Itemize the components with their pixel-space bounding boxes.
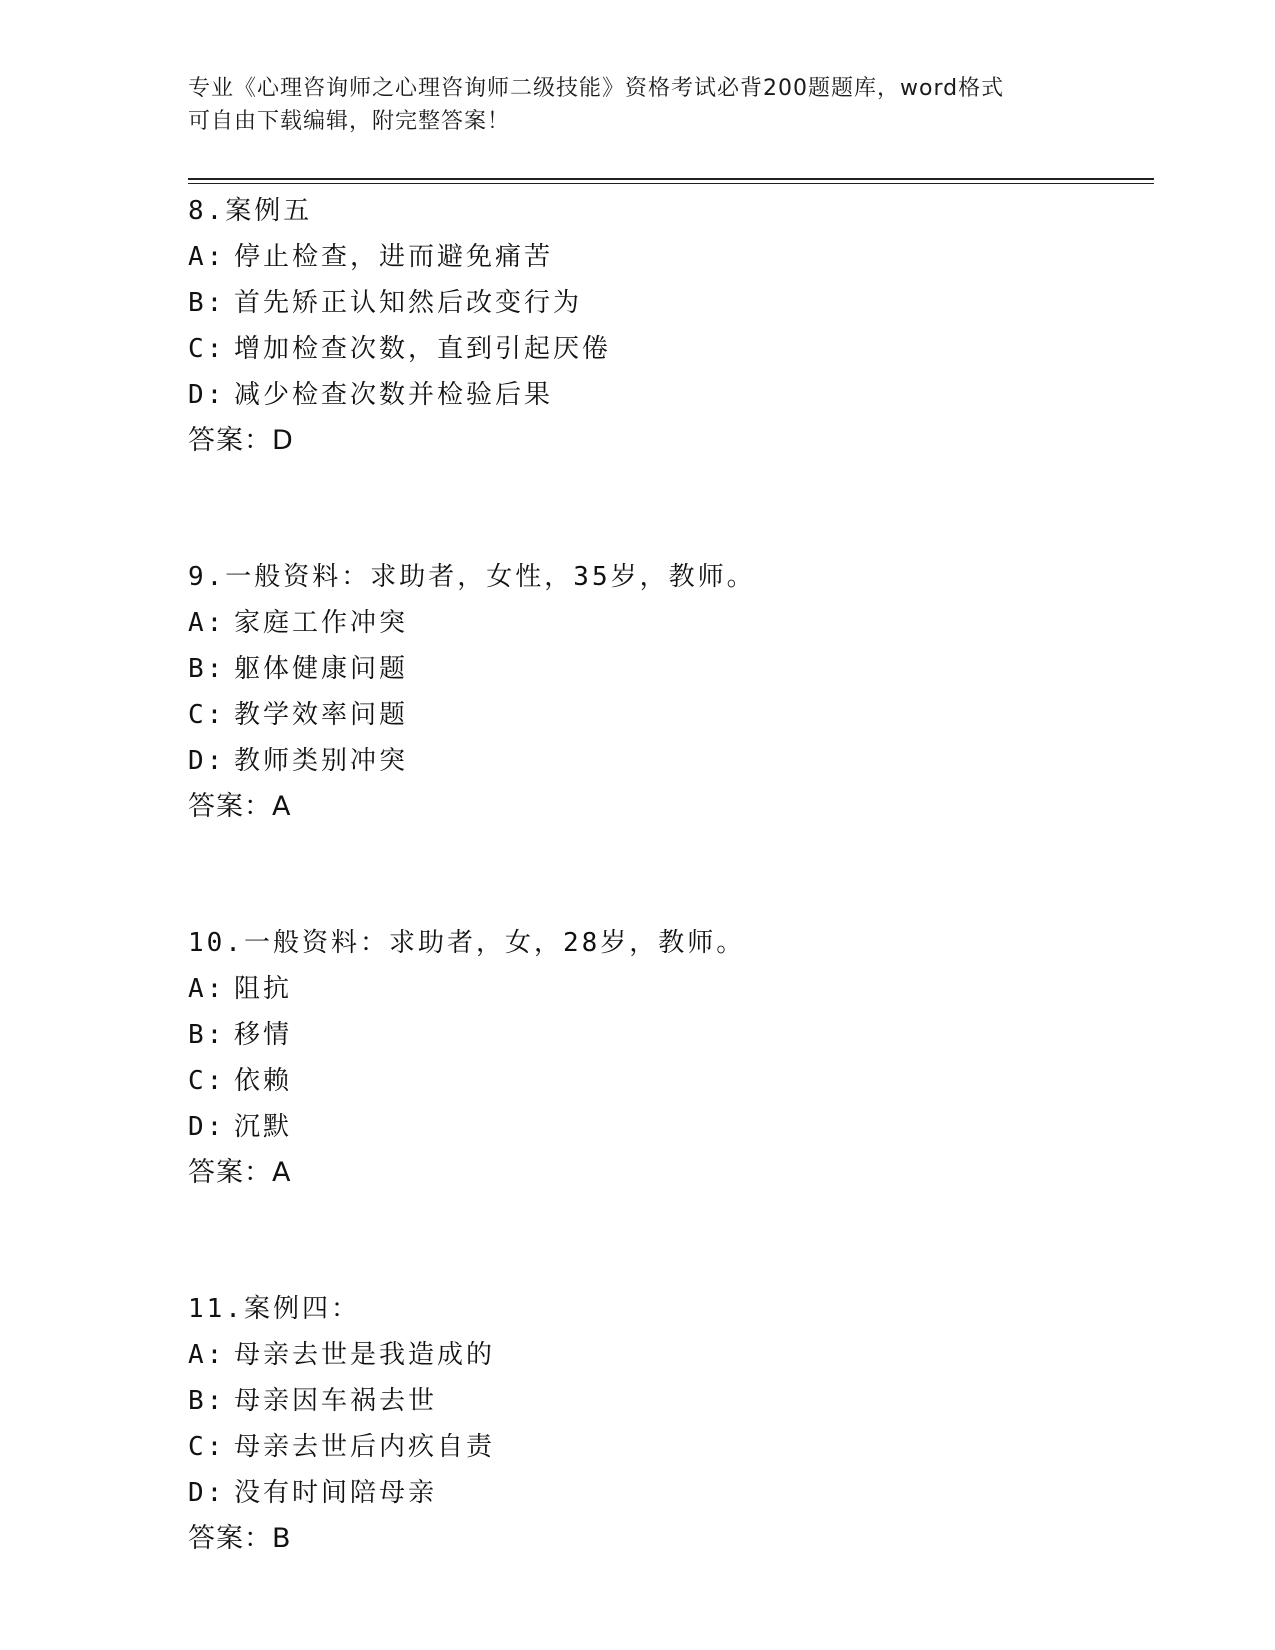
- question-stem: 9.一般资料：求助者，女性，35岁，教师。: [188, 562, 756, 592]
- option-text: 躯体健康问题: [234, 654, 409, 684]
- answer-line: 答案：A: [188, 791, 292, 822]
- header-divider-thin: [188, 183, 1154, 184]
- option-c: [188, 692, 1148, 738]
- question-item: [188, 920, 1148, 1196]
- answer-line: 答案：B: [188, 1523, 292, 1554]
- option-key: B:: [188, 1020, 226, 1050]
- option-text: 家庭工作冲突: [234, 608, 409, 638]
- option-text: 阻抗: [234, 974, 293, 1004]
- option-text: 减少检查次数并检验后果: [234, 380, 554, 410]
- question-item: [188, 188, 1148, 464]
- option-key: C:: [188, 1066, 226, 1096]
- answer-line: 答案：D: [188, 425, 294, 456]
- option-b: [188, 646, 1148, 692]
- option-text: 增加检查次数，直到引起厌倦: [234, 334, 612, 364]
- question-stem: 10.一般资料：求助者，女，28岁，教师。: [188, 928, 746, 958]
- option-d: [188, 1470, 1148, 1516]
- option-key: B:: [188, 654, 226, 684]
- option-c: [188, 326, 1148, 372]
- question-item: [188, 1286, 1148, 1562]
- option-a: [188, 600, 1148, 646]
- header-divider-thick: [188, 178, 1154, 180]
- option-a: [188, 966, 1148, 1012]
- option-text: 母亲去世是我造成的: [234, 1340, 496, 1370]
- question-stem: 11.案例四：: [188, 1294, 360, 1324]
- option-d: [188, 372, 1148, 418]
- option-b: [188, 1012, 1148, 1058]
- option-d: [188, 1104, 1148, 1150]
- option-key: D:: [188, 1478, 226, 1508]
- option-text: 首先矫正认知然后改变行为: [234, 288, 583, 318]
- option-a: [188, 234, 1148, 280]
- option-d: [188, 738, 1148, 784]
- option-key: D:: [188, 380, 226, 410]
- question-list: [188, 188, 1148, 1562]
- question-spacer: [188, 1196, 1148, 1286]
- question-stem: 8.案例五: [188, 196, 313, 226]
- document-header: [188, 72, 1088, 138]
- option-key: C:: [188, 700, 226, 730]
- option-key: B:: [188, 1386, 226, 1416]
- option-text: 教学效率问题: [234, 700, 409, 730]
- question-spacer: [188, 464, 1148, 554]
- option-key: A:: [188, 974, 226, 1004]
- option-text: 移情: [234, 1020, 293, 1050]
- question-item: [188, 554, 1148, 830]
- header-title-line-1: 专业《心理咨询师之心理咨询师二级技能》资格考试必背200题题库，word格式: [188, 76, 1005, 101]
- option-a: [188, 1332, 1148, 1378]
- option-c: [188, 1424, 1148, 1470]
- option-text: 母亲去世后内疚自责: [234, 1432, 496, 1462]
- option-key: B:: [188, 288, 226, 318]
- option-text: 没有时间陪母亲: [234, 1478, 438, 1508]
- option-text: 教师类别冲突: [234, 746, 409, 776]
- option-text: 停止检查，进而避免痛苦: [234, 242, 554, 272]
- option-b: [188, 280, 1148, 326]
- option-c: [188, 1058, 1148, 1104]
- option-key: C:: [188, 334, 226, 364]
- option-key: A:: [188, 1340, 226, 1370]
- option-key: C:: [188, 1432, 226, 1462]
- option-b: [188, 1378, 1148, 1424]
- option-text: 依赖: [234, 1066, 293, 1096]
- option-key: D:: [188, 746, 226, 776]
- option-key: D:: [188, 1112, 226, 1142]
- option-text: 沉默: [234, 1112, 293, 1142]
- answer-line: 答案：A: [188, 1157, 292, 1188]
- option-text: 母亲因车祸去世: [234, 1386, 438, 1416]
- option-key: A:: [188, 242, 226, 272]
- question-spacer: [188, 830, 1148, 920]
- header-title-line-2: 可自由下载编辑，附完整答案！: [188, 109, 511, 134]
- option-key: A:: [188, 608, 226, 638]
